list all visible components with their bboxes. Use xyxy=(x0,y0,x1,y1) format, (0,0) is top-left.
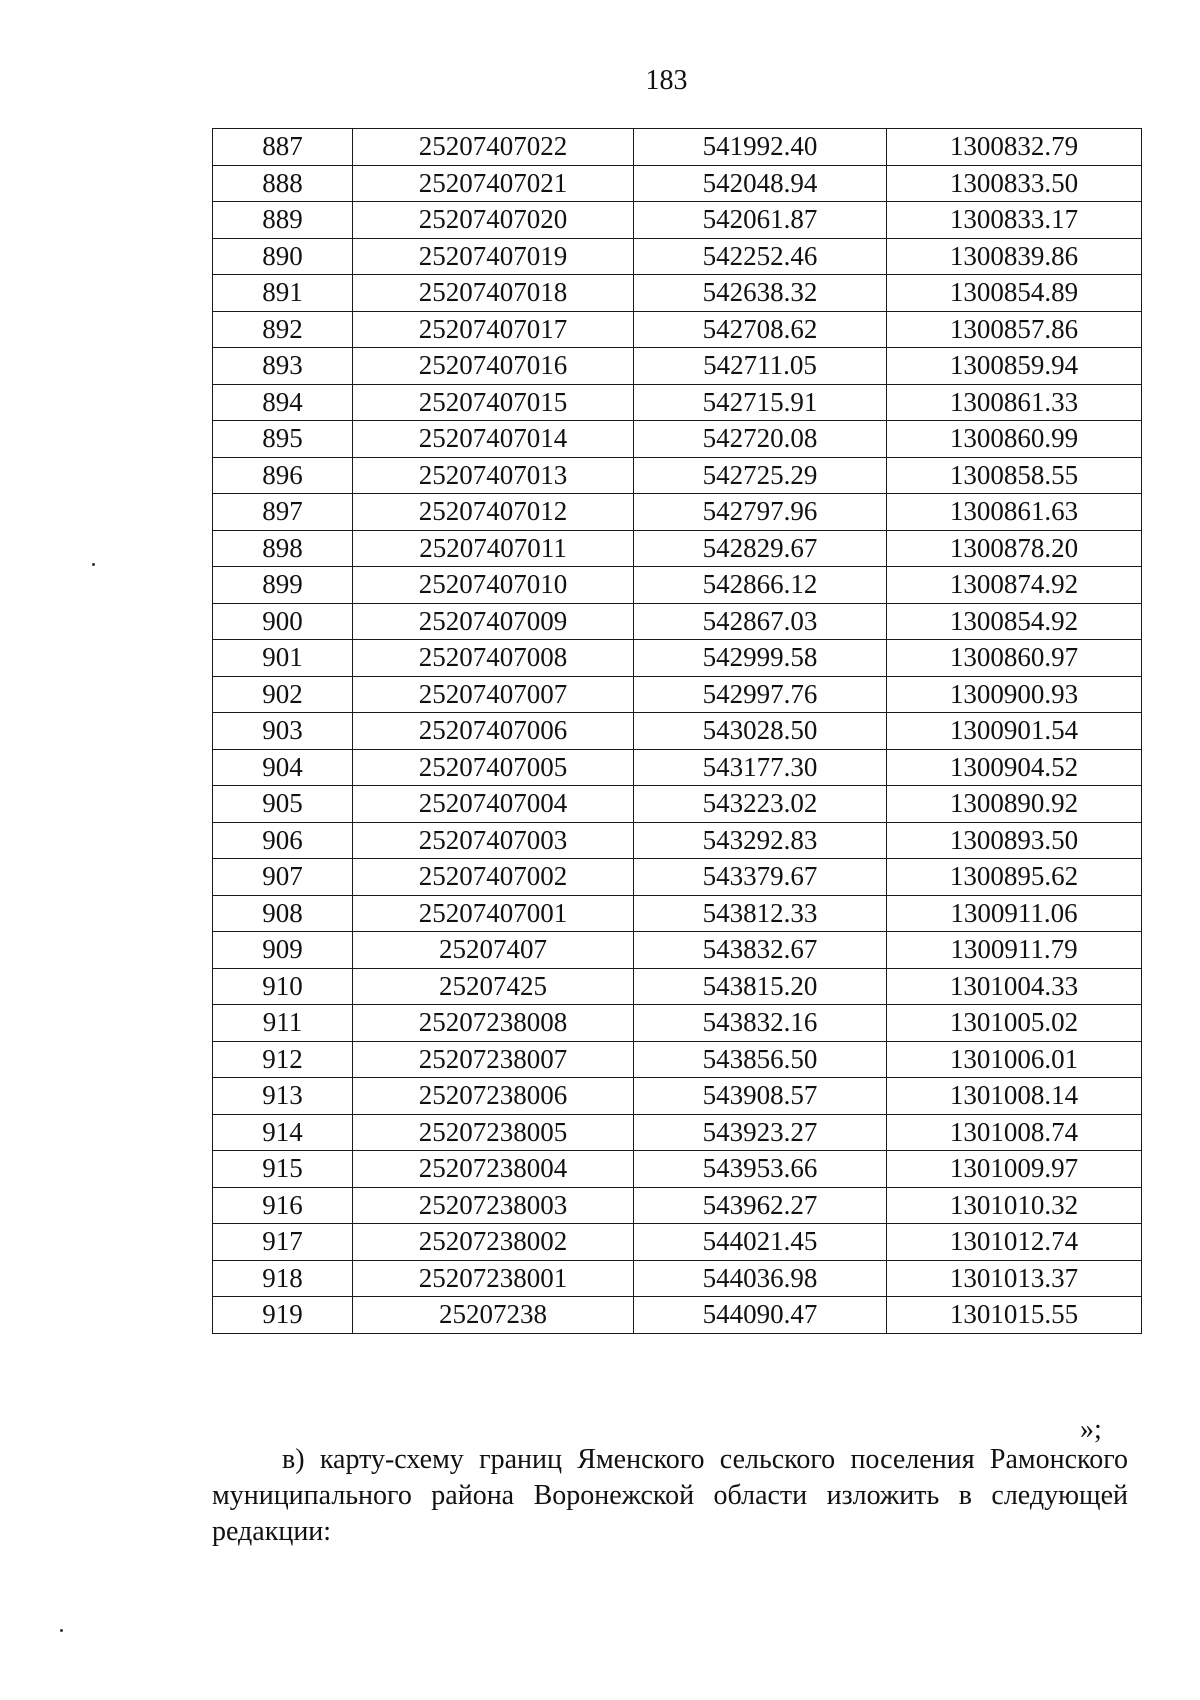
table-row xyxy=(213,421,1142,458)
point-code-cell: 25207238008 xyxy=(353,1005,634,1042)
point-code-cell: 25207238006 xyxy=(353,1078,634,1115)
table-row xyxy=(213,1041,1142,1078)
table-row xyxy=(213,859,1142,896)
x-coordinate-cell: 543223.02 xyxy=(634,786,887,823)
point-number-cell: 903 xyxy=(213,713,353,750)
x-coordinate-cell: 542867.03 xyxy=(634,603,887,640)
x-coordinate-cell: 542048.94 xyxy=(634,165,887,202)
point-code-cell: 25207238003 xyxy=(353,1187,634,1224)
y-coordinate-cell: 1301013.37 xyxy=(887,1260,1142,1297)
point-number-cell: 902 xyxy=(213,676,353,713)
table-row xyxy=(213,1297,1142,1334)
table-row xyxy=(213,786,1142,823)
y-coordinate-cell: 1300901.54 xyxy=(887,713,1142,750)
point-code-cell: 25207407016 xyxy=(353,348,634,385)
point-number-cell: 919 xyxy=(213,1297,353,1334)
x-coordinate-cell: 543953.66 xyxy=(634,1151,887,1188)
point-number-cell: 900 xyxy=(213,603,353,640)
x-coordinate-cell: 542720.08 xyxy=(634,421,887,458)
x-coordinate-cell: 543812.33 xyxy=(634,895,887,932)
x-coordinate-cell: 543832.67 xyxy=(634,932,887,969)
point-code-cell: 25207407013 xyxy=(353,457,634,494)
y-coordinate-cell: 1300890.92 xyxy=(887,786,1142,823)
coordinates-table xyxy=(212,128,1142,1334)
x-coordinate-cell: 542708.62 xyxy=(634,311,887,348)
point-code-cell: 25207407004 xyxy=(353,786,634,823)
point-number-cell: 895 xyxy=(213,421,353,458)
y-coordinate-cell: 1300833.50 xyxy=(887,165,1142,202)
table-row xyxy=(213,165,1142,202)
point-number-cell: 905 xyxy=(213,786,353,823)
point-code-cell: 25207407007 xyxy=(353,676,634,713)
y-coordinate-cell: 1300874.92 xyxy=(887,567,1142,604)
table-body xyxy=(213,129,1142,1334)
x-coordinate-cell: 543379.67 xyxy=(634,859,887,896)
table-row xyxy=(213,603,1142,640)
x-coordinate-cell: 542725.29 xyxy=(634,457,887,494)
point-code-cell: 25207238002 xyxy=(353,1224,634,1261)
y-coordinate-cell: 1301009.97 xyxy=(887,1151,1142,1188)
point-code-cell: 25207407010 xyxy=(353,567,634,604)
point-number-cell: 888 xyxy=(213,165,353,202)
y-coordinate-cell: 1300858.55 xyxy=(887,457,1142,494)
x-coordinate-cell: 544036.98 xyxy=(634,1260,887,1297)
scan-speck xyxy=(92,563,95,566)
table-row xyxy=(213,238,1142,275)
table-row xyxy=(213,1187,1142,1224)
point-code-cell: 25207407 xyxy=(353,932,634,969)
point-code-cell: 25207407005 xyxy=(353,749,634,786)
point-code-cell: 25207407009 xyxy=(353,603,634,640)
table-row xyxy=(213,1151,1142,1188)
closing-quote-mark: »; xyxy=(1080,1414,1102,1445)
point-code-cell: 25207238004 xyxy=(353,1151,634,1188)
y-coordinate-cell: 1300854.89 xyxy=(887,275,1142,312)
table-row xyxy=(213,567,1142,604)
table-row xyxy=(213,275,1142,312)
table-row xyxy=(213,640,1142,677)
point-number-cell: 893 xyxy=(213,348,353,385)
point-code-cell: 25207407008 xyxy=(353,640,634,677)
y-coordinate-cell: 1300893.50 xyxy=(887,822,1142,859)
y-coordinate-cell: 1300911.79 xyxy=(887,932,1142,969)
table-row xyxy=(213,1260,1142,1297)
point-number-cell: 907 xyxy=(213,859,353,896)
point-number-cell: 901 xyxy=(213,640,353,677)
point-number-cell: 890 xyxy=(213,238,353,275)
x-coordinate-cell: 542711.05 xyxy=(634,348,887,385)
y-coordinate-cell: 1300833.17 xyxy=(887,202,1142,239)
y-coordinate-cell: 1301012.74 xyxy=(887,1224,1142,1261)
table-row xyxy=(213,129,1142,166)
x-coordinate-cell: 543815.20 xyxy=(634,968,887,1005)
y-coordinate-cell: 1300860.97 xyxy=(887,640,1142,677)
point-number-cell: 889 xyxy=(213,202,353,239)
x-coordinate-cell: 542997.76 xyxy=(634,676,887,713)
x-coordinate-cell: 542638.32 xyxy=(634,275,887,312)
point-code-cell: 25207407006 xyxy=(353,713,634,750)
x-coordinate-cell: 542252.46 xyxy=(634,238,887,275)
y-coordinate-cell: 1301005.02 xyxy=(887,1005,1142,1042)
point-number-cell: 891 xyxy=(213,275,353,312)
point-number-cell: 899 xyxy=(213,567,353,604)
y-coordinate-cell: 1300859.94 xyxy=(887,348,1142,385)
scan-speck xyxy=(60,1629,63,1632)
table-row xyxy=(213,202,1142,239)
point-code-cell: 25207238 xyxy=(353,1297,634,1334)
x-coordinate-cell: 543856.50 xyxy=(634,1041,887,1078)
x-coordinate-cell: 543923.27 xyxy=(634,1114,887,1151)
table-row xyxy=(213,676,1142,713)
y-coordinate-cell: 1300860.99 xyxy=(887,421,1142,458)
x-coordinate-cell: 542715.91 xyxy=(634,384,887,421)
point-number-cell: 909 xyxy=(213,932,353,969)
point-code-cell: 25207407020 xyxy=(353,202,634,239)
point-number-cell: 914 xyxy=(213,1114,353,1151)
table-row xyxy=(213,384,1142,421)
point-code-cell: 25207407002 xyxy=(353,859,634,896)
point-code-cell: 25207238005 xyxy=(353,1114,634,1151)
y-coordinate-cell: 1300861.63 xyxy=(887,494,1142,531)
table-row xyxy=(213,348,1142,385)
table-row xyxy=(213,1078,1142,1115)
point-code-cell: 25207407014 xyxy=(353,421,634,458)
y-coordinate-cell: 1300857.86 xyxy=(887,311,1142,348)
y-coordinate-cell: 1301015.55 xyxy=(887,1297,1142,1334)
table-row xyxy=(213,932,1142,969)
y-coordinate-cell: 1300895.62 xyxy=(887,859,1142,896)
x-coordinate-cell: 543962.27 xyxy=(634,1187,887,1224)
table-row xyxy=(213,311,1142,348)
point-code-cell: 25207407015 xyxy=(353,384,634,421)
x-coordinate-cell: 543908.57 xyxy=(634,1078,887,1115)
point-number-cell: 904 xyxy=(213,749,353,786)
x-coordinate-cell: 542829.67 xyxy=(634,530,887,567)
y-coordinate-cell: 1301006.01 xyxy=(887,1041,1142,1078)
point-number-cell: 908 xyxy=(213,895,353,932)
y-coordinate-cell: 1300861.33 xyxy=(887,384,1142,421)
point-code-cell: 25207407021 xyxy=(353,165,634,202)
x-coordinate-cell: 543292.83 xyxy=(634,822,887,859)
y-coordinate-cell: 1301008.14 xyxy=(887,1078,1142,1115)
y-coordinate-cell: 1301008.74 xyxy=(887,1114,1142,1151)
x-coordinate-cell: 541992.40 xyxy=(634,129,887,166)
point-code-cell: 25207407018 xyxy=(353,275,634,312)
point-number-cell: 897 xyxy=(213,494,353,531)
table-row xyxy=(213,494,1142,531)
x-coordinate-cell: 542797.96 xyxy=(634,494,887,531)
y-coordinate-cell: 1300911.06 xyxy=(887,895,1142,932)
point-number-cell: 894 xyxy=(213,384,353,421)
point-code-cell: 25207407011 xyxy=(353,530,634,567)
point-number-cell: 896 xyxy=(213,457,353,494)
point-number-cell: 917 xyxy=(213,1224,353,1261)
y-coordinate-cell: 1300900.93 xyxy=(887,676,1142,713)
point-code-cell: 25207407001 xyxy=(353,895,634,932)
y-coordinate-cell: 1300904.52 xyxy=(887,749,1142,786)
table-row xyxy=(213,530,1142,567)
point-number-cell: 918 xyxy=(213,1260,353,1297)
y-coordinate-cell: 1300854.92 xyxy=(887,603,1142,640)
table-row xyxy=(213,749,1142,786)
amendment-paragraph xyxy=(212,1442,1128,1550)
point-number-cell: 898 xyxy=(213,530,353,567)
table-row xyxy=(213,1114,1142,1151)
point-code-cell: 25207407003 xyxy=(353,822,634,859)
y-coordinate-cell: 1301010.32 xyxy=(887,1187,1142,1224)
x-coordinate-cell: 542866.12 xyxy=(634,567,887,604)
x-coordinate-cell: 543028.50 xyxy=(634,713,887,750)
point-number-cell: 887 xyxy=(213,129,353,166)
point-number-cell: 911 xyxy=(213,1005,353,1042)
table-row xyxy=(213,457,1142,494)
point-code-cell: 25207407022 xyxy=(353,129,634,166)
x-coordinate-cell: 543832.16 xyxy=(634,1005,887,1042)
point-code-cell: 25207407019 xyxy=(353,238,634,275)
x-coordinate-cell: 542999.58 xyxy=(634,640,887,677)
table-row xyxy=(213,895,1142,932)
y-coordinate-cell: 1300832.79 xyxy=(887,129,1142,166)
y-coordinate-cell: 1301004.33 xyxy=(887,968,1142,1005)
y-coordinate-cell: 1300878.20 xyxy=(887,530,1142,567)
page-number: 183 xyxy=(645,65,688,96)
table-row xyxy=(213,822,1142,859)
x-coordinate-cell: 544090.47 xyxy=(634,1297,887,1334)
point-number-cell: 906 xyxy=(213,822,353,859)
x-coordinate-cell: 542061.87 xyxy=(634,202,887,239)
table-row xyxy=(213,1005,1142,1042)
point-code-cell: 25207425 xyxy=(353,968,634,1005)
table-row xyxy=(213,1224,1142,1261)
point-number-cell: 912 xyxy=(213,1041,353,1078)
point-number-cell: 915 xyxy=(213,1151,353,1188)
point-number-cell: 910 xyxy=(213,968,353,1005)
y-coordinate-cell: 1300839.86 xyxy=(887,238,1142,275)
point-number-cell: 913 xyxy=(213,1078,353,1115)
point-code-cell: 25207238001 xyxy=(353,1260,634,1297)
point-code-cell: 25207407017 xyxy=(353,311,634,348)
table-row xyxy=(213,968,1142,1005)
amendment-paragraph-text: в) карту-схему границ Яменского сельского поселения Рамонского муниципального района Воронежской области изложить в следующей редакции: xyxy=(212,1444,1128,1547)
table-row xyxy=(213,713,1142,750)
point-code-cell: 25207407012 xyxy=(353,494,634,531)
x-coordinate-cell: 544021.45 xyxy=(634,1224,887,1261)
point-number-cell: 892 xyxy=(213,311,353,348)
point-number-cell: 916 xyxy=(213,1187,353,1224)
x-coordinate-cell: 543177.30 xyxy=(634,749,887,786)
point-code-cell: 25207238007 xyxy=(353,1041,634,1078)
